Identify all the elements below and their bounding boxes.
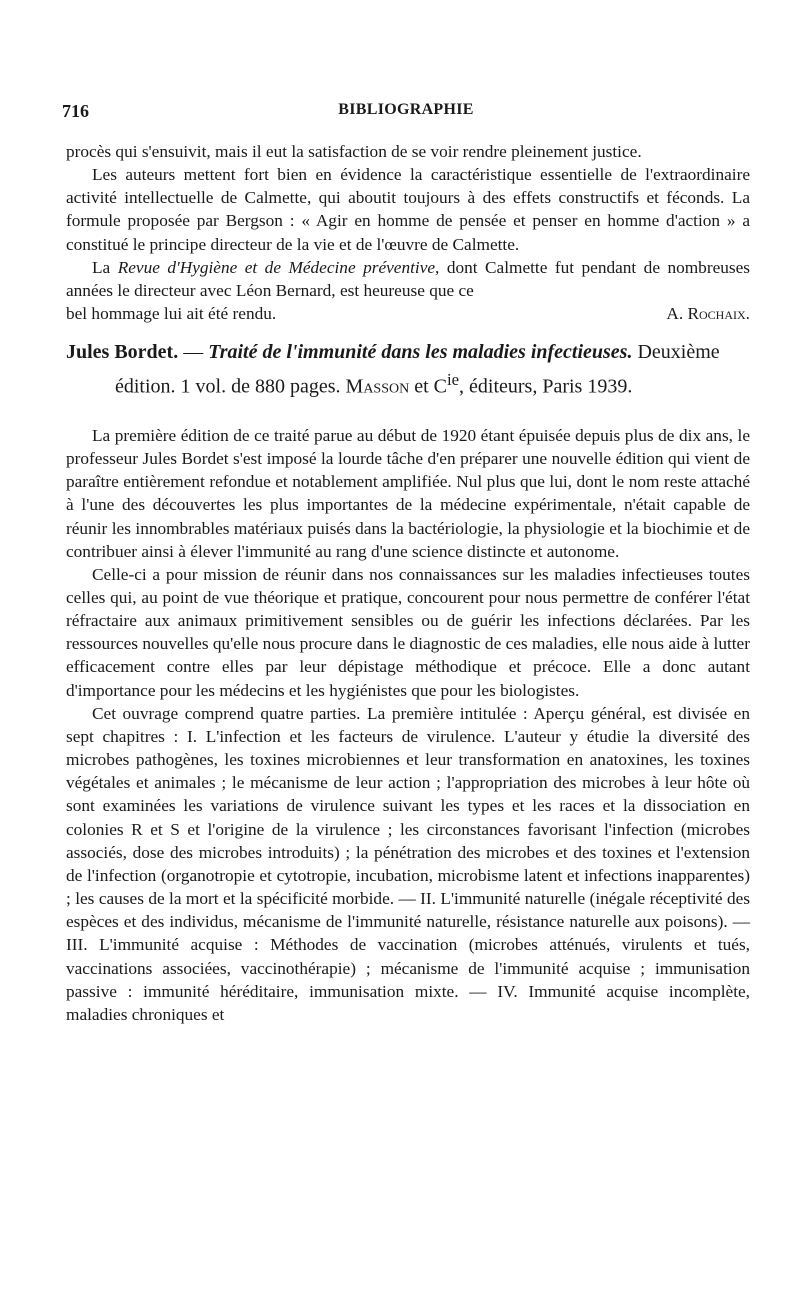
signature-initial: A.: [666, 304, 688, 324]
page-number: 716: [62, 101, 89, 121]
signature-name: Rochaix.: [687, 304, 750, 324]
review-paragraph-3: Cet ouvrage comprend quatre parties. La première intitulée : Aperçu général, est divisée en sept chapitres : I. L'infection et les facteurs de virulence. L'auteur y étudie la diversité des microbes pathogènes, les toxines microbiennes et leur transformation en anatoxines, les toxines végétales et animales ; le mécanisme de leur action ; l'appropriation des microbes à leur hôte où sont examinées les variations de virulence suivant les types et les races et la dissociation en colonies R et S et l'origine de la virulence ; les circonstances favorisant l'infection (microbes associés, dose des microbes introduits) ; la pénétration des microbes et des toxines et l'extension de l'infection (organotropie et cytotropie, incubation, microbisme latent et infections inapparentes) ; les causes de la mort et la spécificité morbide. — II. L'immunité naturelle (inégale réceptivité des espèces et des individus, mécanisme de l'immunité naturelle, résistance naturelle aux poisons). — III. L'immunité acquise : Méthodes de vaccination (microbes atténués, virulents et tués, vaccinations associées, vaccinothérapie) ; mécanisme de l'immunité acquise ; immunisation passive : immunité héréditaire, immunisation mixte. — IV. Immunité acquise incomplète, maladies chroniques et: [66, 703, 750, 1024]
prev-review-p3-start: La: [92, 257, 118, 277]
review-publisher-co: et C: [409, 375, 447, 398]
review-heading: [66, 339, 750, 401]
prev-review-p3-end: , dont Calmette fut pendant de nombreuses années le directeur avec Léon Bernard, est heureuse que ce: [66, 257, 751, 300]
prev-review-paragraph-1: procès qui s'ensuivit, mais il eut la satisfaction de se voir rendre pleinement justice.: [66, 142, 642, 161]
heading-dash: —: [178, 341, 209, 364]
prev-review-paragraph-2: Les auteurs mettent fort bien en évidence la caractéristique essentielle de l'extraordinaire activité intellectuelle de Calmette, qui aboutit toujours à des effets constructifs et féconds. La formule proposée par Bergson : « Agir en homme de pensée et penser en homme d'action » a constitué le principe directeur de la vie et de l'œuvre de Calmette.: [66, 165, 750, 254]
review-publisher-end: , éditeurs, Paris 1939.: [459, 375, 633, 398]
page-header: [62, 101, 750, 129]
review-publisher-sup: ie: [447, 370, 460, 390]
review-paragraph-1: La première édition de ce traité parue au début de 1920 étant épuisée depuis plus de dix ans, le professeur Jules Bordet s'est imposé la lourde tâche d'en préparer une nouvelle édition qui vient de paraître entièrement refondue et notablement amplifiée. Nul plus que lui, dont le nom reste attaché à l'une des découvertes les plus importantes de la médecine expérimentale, n'était capable de réunir les innombrables matériaux puisés dans la bactériologie, la physiologie et la biochimie et de contribuer ainsi à élever l'immunité au rang d'une science distincte et autonome.: [66, 425, 750, 561]
journal-title: Revue d'Hygiène et de Médecine préventive: [117, 257, 436, 277]
page-body: [66, 140, 750, 1026]
review-edition: Deuxième édition. 1 vol. de 880 pages.: [115, 341, 720, 398]
prev-review-p3-last: bel hommage lui ait été rendu.: [66, 304, 277, 324]
prev-review-last-line: [66, 302, 750, 325]
running-head: BIBLIOGRAPHIE: [338, 101, 474, 118]
review-publisher: Masson: [345, 375, 410, 398]
review-paragraph-2: Celle-ci a pour mission de réunir dans nos connaissances sur les maladies infectieuses toutes celles qui, au point de vue théorique et pratique, concourent pour nous permettre de conférer l'état réfractaire aux animaux primitivement sensibles ou de guérir les infections déclarées. Par les ressources nouvelles qu'elle nous procure dans le diagnostic de ces maladies, elle nous aide à lutter efficacement contre elles par leur dépistage méthodique et précoce. Elle a donc autant d'importance pour les médecins et les hygiénistes que pour les biologistes.: [66, 564, 750, 700]
prev-review-paragraph-3: [66, 256, 750, 302]
review-author: Jules Bordet.: [66, 341, 179, 364]
review-signature: [666, 302, 750, 325]
review-book-title: Traité de l'immunité dans les maladies infectieuses.: [208, 341, 633, 364]
